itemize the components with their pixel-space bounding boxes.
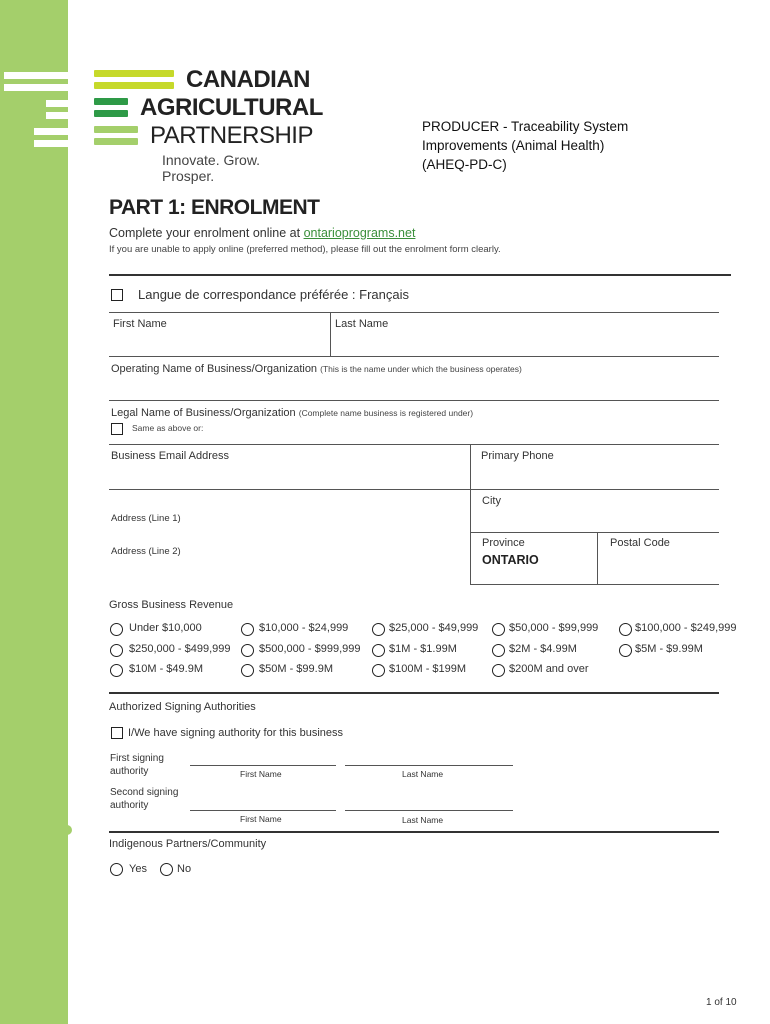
side-band-tab bbox=[0, 825, 72, 835]
logo-bar bbox=[94, 98, 128, 105]
field-divider bbox=[109, 489, 719, 490]
first-signer-first-name-caption: First Name bbox=[240, 769, 282, 779]
revenue-option: $200M and over bbox=[509, 663, 589, 675]
revenue-option: $250,000 - $499,999 bbox=[129, 643, 231, 655]
logo-bar bbox=[94, 138, 138, 145]
second-signer-first-name-caption: First Name bbox=[240, 814, 282, 824]
ontario-programs-link[interactable]: ontarioprograms.net bbox=[303, 226, 416, 240]
address-line-1-label: Address (Line 1) bbox=[111, 513, 181, 524]
revenue-radio[interactable] bbox=[619, 644, 632, 657]
field-divider bbox=[109, 400, 719, 401]
signing-authorities-label: Authorized Signing Authorities bbox=[109, 701, 256, 713]
province-label: Province bbox=[482, 537, 525, 549]
revenue-option: $2M - $4.99M bbox=[509, 643, 577, 655]
first-signer-last-name-caption: Last Name bbox=[402, 769, 444, 779]
field-divider bbox=[109, 312, 719, 313]
revenue-radio[interactable] bbox=[492, 664, 505, 677]
language-label: Langue de correspondance préférée : Français bbox=[138, 287, 410, 302]
second-signer-last-name-caption: Last Name bbox=[402, 815, 444, 825]
logo-bar bbox=[94, 70, 174, 77]
last-name-label: Last Name bbox=[335, 318, 389, 330]
intro-subtext: If you are unable to apply online (preferred method), please fill out the enrolment form clearly. bbox=[109, 244, 501, 255]
first-signer-last-name-line[interactable] bbox=[345, 765, 513, 766]
second-signer-last-name-line[interactable] bbox=[345, 810, 513, 811]
intro-line bbox=[109, 226, 415, 240]
revenue-option: $5M - $9.99M bbox=[635, 643, 703, 655]
revenue-radio[interactable] bbox=[372, 664, 385, 677]
form-title-line-3: (AHEQ-PD-C) bbox=[422, 157, 507, 172]
logo-bar bbox=[94, 126, 138, 133]
revenue-option: $25,000 - $49,999 bbox=[389, 622, 479, 634]
indigenous-no-radio[interactable] bbox=[160, 863, 173, 876]
legal-name-note: (Complete name business is registered under) bbox=[298, 408, 474, 418]
revenue-radio[interactable] bbox=[619, 623, 632, 636]
first-signing-authority-label: First signing authority bbox=[110, 753, 164, 777]
revenue-option: $50,000 - $99,999 bbox=[509, 622, 599, 634]
section-divider bbox=[109, 274, 731, 276]
field-divider bbox=[470, 532, 719, 533]
revenue-radio[interactable] bbox=[241, 664, 254, 677]
revenue-option: $50M - $99.9M bbox=[259, 663, 333, 675]
logo-line-3: PARTNERSHIP bbox=[150, 122, 313, 149]
logo-tagline: Innovate. Grow. Prosper. bbox=[162, 152, 261, 184]
province-value: ONTARIO bbox=[482, 553, 539, 567]
indigenous-label: Indigenous Partners/Community bbox=[109, 838, 267, 850]
revenue-radio[interactable] bbox=[372, 644, 385, 657]
field-divider bbox=[597, 532, 598, 584]
revenue-radio[interactable] bbox=[110, 623, 123, 636]
language-checkbox[interactable] bbox=[111, 289, 123, 301]
field-divider bbox=[470, 444, 471, 584]
legal-name-text: Legal Name of Business/Organization bbox=[111, 407, 296, 419]
revenue-option: Under $10,000 bbox=[129, 622, 202, 634]
revenue-option: $10,000 - $24,999 bbox=[259, 622, 349, 634]
signing-authority-checkbox[interactable] bbox=[111, 727, 123, 739]
logo-line-2: AGRICULTURAL bbox=[140, 94, 323, 121]
field-divider bbox=[109, 356, 719, 357]
signing-authority-checkbox-label: I/We have signing authority for this business bbox=[128, 727, 344, 739]
second-signing-authority-label: Second signing authority bbox=[110, 787, 179, 811]
revenue-radio[interactable] bbox=[372, 623, 385, 636]
primary-phone-label: Primary Phone bbox=[481, 450, 554, 462]
operating-name-label bbox=[111, 363, 522, 375]
part-heading: PART 1: ENROLMENT bbox=[109, 196, 320, 219]
revenue-radio[interactable] bbox=[241, 644, 254, 657]
revenue-radio[interactable] bbox=[110, 664, 123, 677]
operating-name-note: (This is the name under which the business operates) bbox=[320, 364, 522, 374]
field-divider bbox=[109, 444, 719, 445]
business-email-label: Business Email Address bbox=[111, 450, 229, 462]
form-title bbox=[422, 117, 628, 174]
postal-code-label: Postal Code bbox=[610, 537, 670, 549]
field-divider bbox=[330, 312, 331, 356]
form-title-line-1: PRODUCER - Traceability System bbox=[422, 119, 629, 134]
revenue-option: $500,000 - $999,999 bbox=[259, 643, 361, 655]
revenue-option: $1M - $1.99M bbox=[389, 643, 457, 655]
operating-name-text: Operating Name of Business/Organization bbox=[111, 363, 318, 375]
indigenous-yes-radio[interactable] bbox=[110, 863, 123, 876]
revenue-option: $100M - $199M bbox=[389, 663, 467, 675]
program-logo bbox=[94, 66, 323, 184]
revenue-label: Gross Business Revenue bbox=[109, 599, 234, 611]
intro-text: Complete your enrolment online at bbox=[109, 226, 304, 240]
legal-name-label bbox=[111, 407, 473, 419]
revenue-radio[interactable] bbox=[110, 644, 123, 657]
logo-line-1: CANADIAN bbox=[186, 66, 310, 93]
second-signer-first-name-line[interactable] bbox=[190, 810, 336, 811]
section-divider bbox=[109, 692, 719, 694]
page-number: 1 of 10 bbox=[706, 997, 737, 1008]
revenue-option: $10M - $49.9M bbox=[129, 663, 203, 675]
first-signer-first-name-line[interactable] bbox=[190, 765, 336, 766]
logo-bar bbox=[94, 110, 128, 117]
revenue-option: $100,000 - $249,999 bbox=[635, 622, 737, 634]
logo-bar bbox=[94, 82, 174, 89]
revenue-radio[interactable] bbox=[492, 623, 505, 636]
indigenous-no-label: No bbox=[177, 863, 192, 875]
city-label: City bbox=[482, 495, 501, 507]
first-name-label: First Name bbox=[113, 318, 167, 330]
same-as-above-checkbox[interactable] bbox=[111, 423, 123, 435]
form-title-line-2: Improvements (Animal Health) bbox=[422, 138, 605, 153]
address-line-2-label: Address (Line 2) bbox=[111, 546, 181, 557]
side-green-band bbox=[0, 0, 68, 1024]
section-divider bbox=[109, 831, 719, 833]
indigenous-yes-label: Yes bbox=[129, 863, 147, 875]
revenue-radio[interactable] bbox=[241, 623, 254, 636]
field-divider bbox=[470, 584, 719, 585]
same-as-above-label: Same as above or: bbox=[132, 423, 204, 433]
revenue-radio[interactable] bbox=[492, 644, 505, 657]
